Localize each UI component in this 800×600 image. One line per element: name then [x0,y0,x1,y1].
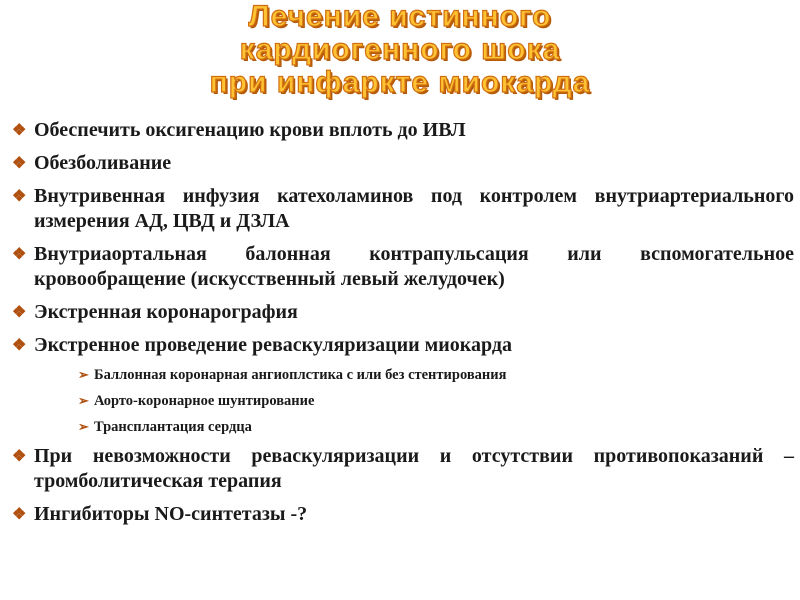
list-item [12,242,794,292]
list-item [12,444,794,494]
arrow-bullet-icon: ➢ [78,419,89,434]
list-item [12,151,794,176]
list-item-text: Обезболивание [34,152,172,174]
diamond-bullet-icon: ❖ [12,448,27,465]
diamond-bullet-icon: ❖ [12,246,27,263]
sub-list-item-text: Трансплантация сердца [94,419,252,435]
slide-title [0,0,800,99]
sub-list [12,366,794,436]
list-item [12,184,794,234]
list-item-text: Внутриаортальная балонная контрапульсация или вспомогательное кровообращение (искусственный левый желудочек) [34,243,794,290]
list-item [12,502,794,527]
sub-list-item [78,418,794,436]
list-item [12,333,794,358]
list-item-text: Экстренное проведение реваскуляризации миокарда [34,334,512,356]
diamond-bullet-icon: ❖ [12,506,27,523]
title-line-1: Лечение истинного [248,0,552,33]
diamond-bullet-icon: ❖ [12,304,27,321]
list-item [12,118,794,143]
sub-list-item [78,392,794,410]
diamond-bullet-icon: ❖ [12,122,27,139]
title-line-2: кардиогенного шока [239,33,561,66]
bullet-list [12,118,794,535]
arrow-bullet-icon: ➢ [78,393,89,408]
list-item-text: Экстренная коронарография [34,301,298,323]
list-item-text: Обеспечить оксигенацию крови вплоть до ИВЛ [34,119,466,141]
list-item-text: При невозможности реваскуляризации и отсутствии противопоказаний – тромболитическая терапия [34,445,794,492]
diamond-bullet-icon: ❖ [12,155,27,172]
sub-list-item-text: Баллонная коронарная ангиоплстика с или без стентирования [94,367,507,383]
sub-list-item-text: Аорто-коронарное шунтирование [94,393,315,409]
arrow-bullet-icon: ➢ [78,367,89,382]
list-item [12,300,794,325]
list-item-text: Ингибиторы NO-синтетазы -? [34,503,308,525]
sub-list-item [78,366,794,384]
title-line-3: при инфаркте миокарда [209,66,591,99]
diamond-bullet-icon: ❖ [12,337,27,354]
diamond-bullet-icon: ❖ [12,188,27,205]
list-item-text: Внутривенная инфузия катехоламинов под контролем внутриартериального измерения АД, ЦВД и ДЗЛА [34,185,794,232]
